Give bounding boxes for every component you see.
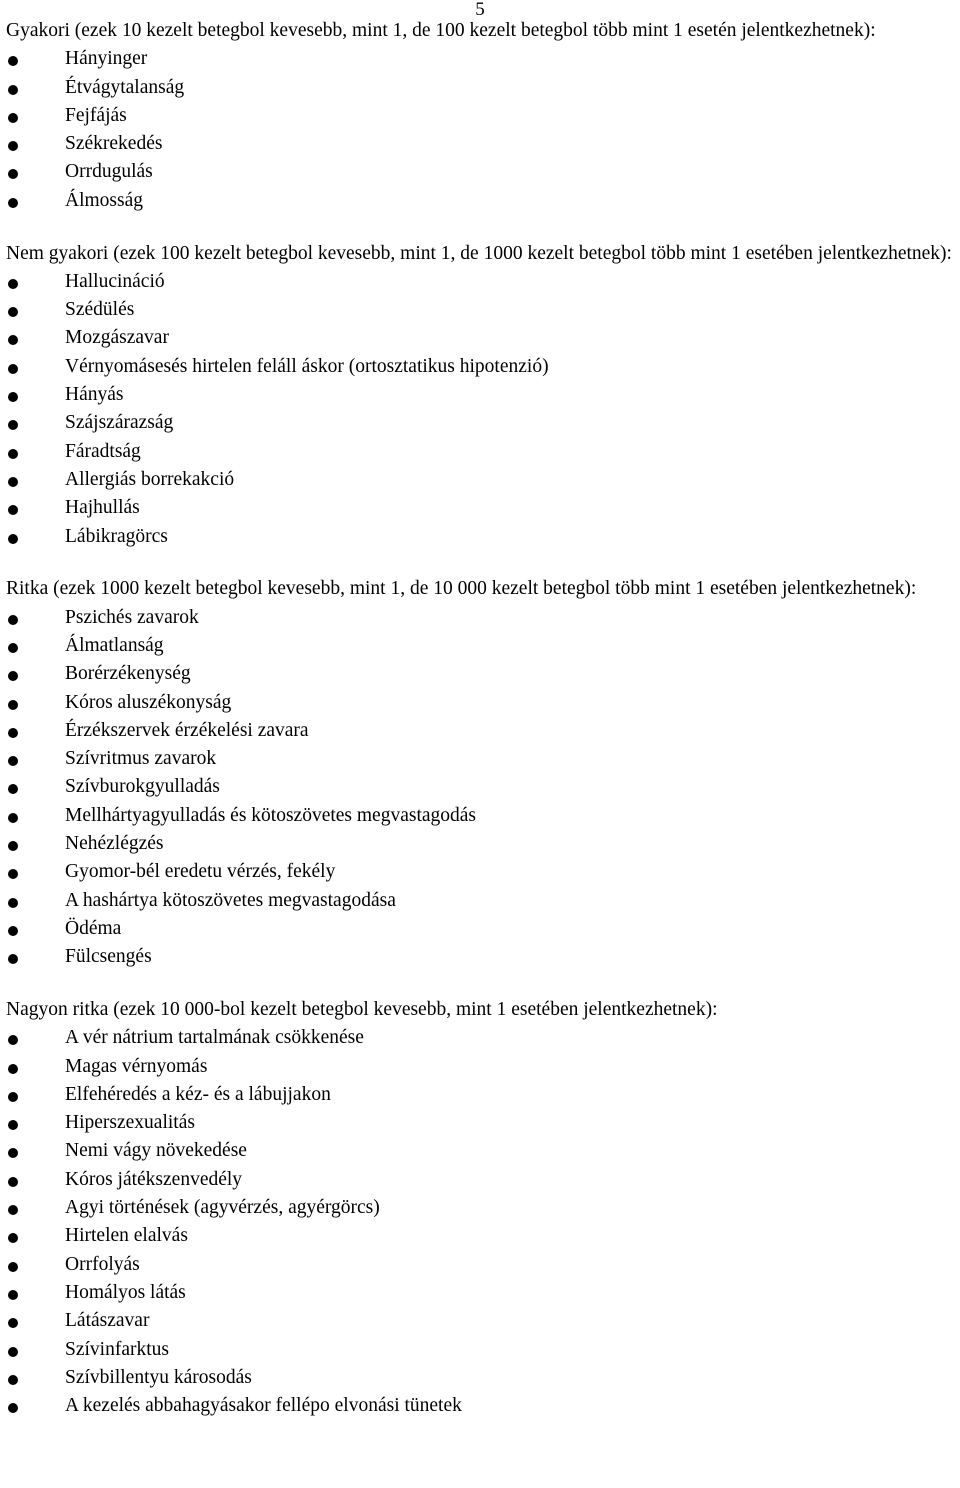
- bullet-icon: [8, 671, 18, 681]
- list-item-text: Ödéma: [65, 917, 122, 939]
- list-item: [6, 296, 954, 324]
- section-gyakori: [6, 17, 954, 215]
- list-item-text: Mellhártyagyulladás és kötoszövetes megvastagodás: [65, 804, 477, 826]
- bullet-icon: [8, 198, 18, 208]
- list-item-text: Étvágytalanság: [65, 76, 185, 98]
- list-item-text: Nemi vágy növekedése: [65, 1140, 247, 1162]
- list-item: [6, 409, 954, 437]
- section-intro: Gyakori (ezek 10 kezelt betegbol kevesebb, mint 1, de 100 kezelt betegbol több mint 1 esetén jelentkezhetnek):: [6, 20, 876, 41]
- bullet-icon: [8, 756, 18, 766]
- list-item: [6, 74, 954, 102]
- bullet-icon: [8, 700, 18, 710]
- bullet-icon: [8, 307, 18, 317]
- list-item: [6, 324, 954, 352]
- side-effect-list: [6, 1024, 954, 1420]
- list-item-text: Lábikragörcs: [65, 525, 168, 547]
- list-item-text: Hirtelen elalvás: [65, 1225, 188, 1247]
- list-item: [6, 187, 954, 215]
- bullet-icon: [8, 643, 18, 653]
- bullet-icon: [8, 1177, 18, 1187]
- list-item-text: Allergiás borrekakció: [65, 468, 235, 490]
- bullet-icon: [8, 420, 18, 430]
- list-item: [6, 1166, 954, 1194]
- section-intro: Nagyon ritka (ezek 10 000-bol kezelt betegbol kevesebb, mint 1 esetében jelentkezhetnek):: [6, 999, 718, 1020]
- bullet-icon: [8, 1035, 18, 1045]
- list-item: [6, 830, 954, 858]
- list-item-text: Hányinger: [65, 48, 148, 70]
- bullet-icon: [8, 505, 18, 515]
- bullet-icon: [8, 141, 18, 151]
- bullet-icon: [8, 869, 18, 879]
- list-item-text: Szédülés: [65, 299, 135, 321]
- list-item: [6, 660, 954, 688]
- bullet-icon: [8, 113, 18, 123]
- list-item-text: Elfehéredés a kéz- és a lábujjakon: [65, 1083, 331, 1105]
- list-item-text: Kóros aluszékonyság: [65, 691, 232, 713]
- bullet-icon: [8, 784, 18, 794]
- list-item-text: Szívbillentyu károsodás: [65, 1366, 252, 1388]
- bullet-icon: [8, 477, 18, 487]
- list-item-text: Magas vérnyomás: [65, 1055, 208, 1077]
- section-intro: Ritka (ezek 1000 kezelt betegbol kevesebb, mint 1, de 10 000 kezelt betegbol több mint 1 esetében jelentkezhetnek):: [6, 578, 917, 600]
- bullet-icon: [8, 279, 18, 289]
- side-effect-list: [6, 604, 954, 972]
- list-item-text: Fáradtság: [65, 440, 141, 462]
- bullet-icon: [8, 449, 18, 459]
- bullet-icon: [8, 1092, 18, 1102]
- list-item: [6, 689, 954, 717]
- list-item: [6, 1137, 954, 1165]
- list-item: [6, 381, 954, 409]
- section-nagyon-ritka: [6, 996, 954, 1420]
- list-item-text: Álmatlanság: [65, 634, 164, 656]
- page-number: 5: [475, 0, 485, 20]
- section-nem-gyakori: [6, 240, 954, 551]
- list-item: [6, 1109, 954, 1137]
- document-body: [6, 17, 954, 1445]
- list-item-text: Vérnyomásesés hirtelen feláll áskor (ortosztatikus hipotenzió): [65, 355, 549, 377]
- bullet-icon: [8, 56, 18, 66]
- list-item: [6, 268, 954, 296]
- bullet-icon: [8, 1233, 18, 1243]
- list-item-text: Székrekedés: [65, 133, 163, 155]
- bullet-icon: [8, 1064, 18, 1074]
- bullet-icon: [8, 335, 18, 345]
- bullet-icon: [8, 898, 18, 908]
- bullet-icon: [8, 1290, 18, 1300]
- list-item: [6, 858, 954, 886]
- bullet-icon: [8, 954, 18, 964]
- list-item-text: Látászavar: [65, 1310, 150, 1332]
- list-item: [6, 438, 954, 466]
- bullet-icon: [8, 615, 18, 625]
- bullet-icon: [8, 728, 18, 738]
- list-item: [6, 45, 954, 73]
- list-item: [6, 1194, 954, 1222]
- list-item: [6, 915, 954, 943]
- list-item: [6, 523, 954, 551]
- list-item: [6, 158, 954, 186]
- bullet-icon: [8, 1120, 18, 1130]
- list-item: [6, 717, 954, 745]
- list-item: [6, 130, 954, 158]
- list-item-text: A vér nátrium tartalmának csökkenése: [65, 1027, 364, 1049]
- list-item-text: A hashártya kötoszövetes megvastagodása: [65, 889, 396, 911]
- list-item-text: Pszichés zavarok: [65, 606, 199, 628]
- list-item-text: Nehézlégzés: [65, 833, 164, 855]
- list-item: [6, 494, 954, 522]
- list-item-text: Orrdugulás: [65, 161, 153, 183]
- list-item: [6, 632, 954, 660]
- bullet-icon: [8, 841, 18, 851]
- list-item-text: Gyomor-bél eredetu vérzés, fekély: [65, 861, 336, 883]
- side-effect-list: [6, 268, 954, 551]
- list-item-text: A kezelés abbahagyásakor fellépo elvonási tünetek: [65, 1395, 462, 1417]
- bullet-icon: [8, 813, 18, 823]
- list-item-text: Homályos látás: [65, 1281, 186, 1303]
- section-intro: Nem gyakori (ezek 100 kezelt betegbol kevesebb, mint 1, de 1000 kezelt betegbol több mint 1 esetében jelentkezhetnek):: [6, 242, 952, 264]
- bullet-icon: [8, 85, 18, 95]
- list-item: [6, 1364, 954, 1392]
- bullet-icon: [8, 1262, 18, 1272]
- list-item-text: Álmosság: [65, 189, 143, 211]
- bullet-icon: [8, 392, 18, 402]
- bullet-icon: [8, 1205, 18, 1215]
- list-item: [6, 353, 954, 381]
- bullet-icon: [8, 364, 18, 374]
- bullet-icon: [8, 169, 18, 179]
- list-item-text: Szívburokgyulladás: [65, 776, 220, 798]
- list-item: [6, 1251, 954, 1279]
- section-ritka: [6, 575, 954, 971]
- list-item-text: Érzékszervek érzékelési zavara: [65, 719, 309, 741]
- list-item: [6, 1279, 954, 1307]
- bullet-icon: [8, 1347, 18, 1357]
- list-item-text: Fülcsengés: [65, 946, 152, 968]
- list-item: [6, 604, 954, 632]
- bullet-icon: [8, 926, 18, 936]
- list-item: [6, 745, 954, 773]
- list-item-text: Agyi történések (agyvérzés, agyérgörcs): [65, 1197, 380, 1219]
- list-item: [6, 466, 954, 494]
- list-item: [6, 887, 954, 915]
- list-item-text: Mozgászavar: [65, 327, 169, 349]
- list-item: [6, 102, 954, 130]
- list-item-text: Borérzékenység: [65, 663, 191, 685]
- list-item: [6, 1392, 954, 1420]
- list-item: [6, 773, 954, 801]
- bullet-icon: [8, 1318, 18, 1328]
- side-effect-list: [6, 45, 954, 215]
- list-item: [6, 802, 954, 830]
- list-item-text: Hallucináció: [65, 270, 165, 292]
- list-item-text: Szívinfarktus: [65, 1338, 169, 1360]
- list-item: [6, 1081, 954, 1109]
- list-item: [6, 1053, 954, 1081]
- list-item: [6, 1222, 954, 1250]
- list-item-text: Hajhullás: [65, 497, 140, 519]
- bullet-icon: [8, 1403, 18, 1413]
- list-item: [6, 1307, 954, 1335]
- list-item: [6, 1024, 954, 1052]
- list-item: [6, 1336, 954, 1364]
- list-item-text: Hiperszexualitás: [65, 1112, 195, 1134]
- bullet-icon: [8, 1148, 18, 1158]
- list-item-text: Szájszárazság: [65, 412, 174, 434]
- list-item-text: Fejfájás: [65, 104, 127, 126]
- list-item-text: Szívritmus zavarok: [65, 748, 217, 770]
- list-item-text: Hányás: [65, 384, 124, 406]
- list-item: [6, 943, 954, 971]
- list-item-text: Orrfolyás: [65, 1253, 140, 1275]
- bullet-icon: [8, 1375, 18, 1385]
- list-item-text: Kóros játékszenvedély: [65, 1168, 243, 1190]
- bullet-icon: [8, 534, 18, 544]
